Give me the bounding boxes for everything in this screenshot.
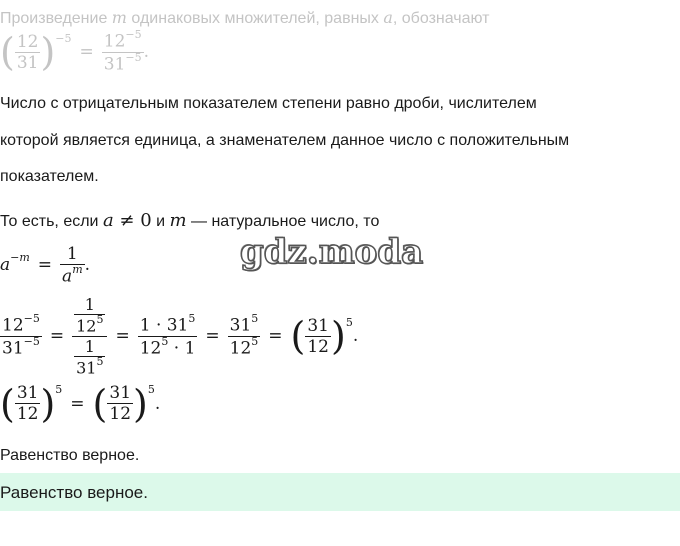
var-a: a — [383, 8, 393, 27]
fraction-denominator: 31 — [103, 54, 126, 75]
paragraph-line: которой является единица, а знаменателем данное число с положительным — [0, 132, 570, 149]
exponent: −5 — [55, 31, 72, 45]
answer-box — [0, 473, 680, 511]
intro-text: Произведение — [0, 10, 112, 27]
fraction-numerator: 12 — [103, 31, 126, 52]
exponent: −5 — [125, 50, 142, 64]
paragraph-line: показателем. — [0, 168, 99, 185]
var-m: m — [169, 210, 187, 231]
top-equation: ( $\frac{12}{31}$ ) −5 = $\frac{12^{-5}}{31^{-5}}$ . — [0, 28, 150, 75]
paragraph-line: Число с отрицательным показателем степени равно дроби, числителем — [0, 95, 537, 112]
intro-text: , обозначают — [392, 10, 490, 27]
var-m: m — [111, 8, 127, 27]
fraction-denominator: 31 — [16, 52, 39, 73]
rule-line: То есть, если a ≠ 0 и m — натуральное число, то — [0, 210, 380, 231]
watermark-logo: gdz.moda — [240, 232, 424, 272]
var-a: a — [102, 210, 114, 231]
final-equation: ( $\frac{31}{12}$ ) 5 = ( $\frac{31}{12}$ ) 5 . — [0, 381, 161, 426]
intro-line — [0, 8, 490, 29]
conclusion-text: Равенство верное. — [0, 447, 140, 464]
calculation-line: $\frac{12^{-5}}{31^{-5}}$ = $\frac{\frac{1}{12^5}}{\frac{1}{31^5}}$ = $\frac{1 \cdot 31^5}{12^5 \cdot 1}$ = $\frac{31^5}{12^5}$ = ( $\frac{31}{12}$ ) 5 . — [2, 295, 359, 377]
condition: ≠ 0 — [113, 210, 152, 231]
answer-text: Равенство верное. — [0, 483, 148, 502]
fraction-numerator: 12 — [16, 31, 39, 52]
definition-formula: a −m = $\frac{1}{a^m}$ . — [0, 244, 91, 287]
exponent: −5 — [125, 28, 142, 41]
intro-text: одинаковых множителей, равных — [126, 10, 384, 27]
